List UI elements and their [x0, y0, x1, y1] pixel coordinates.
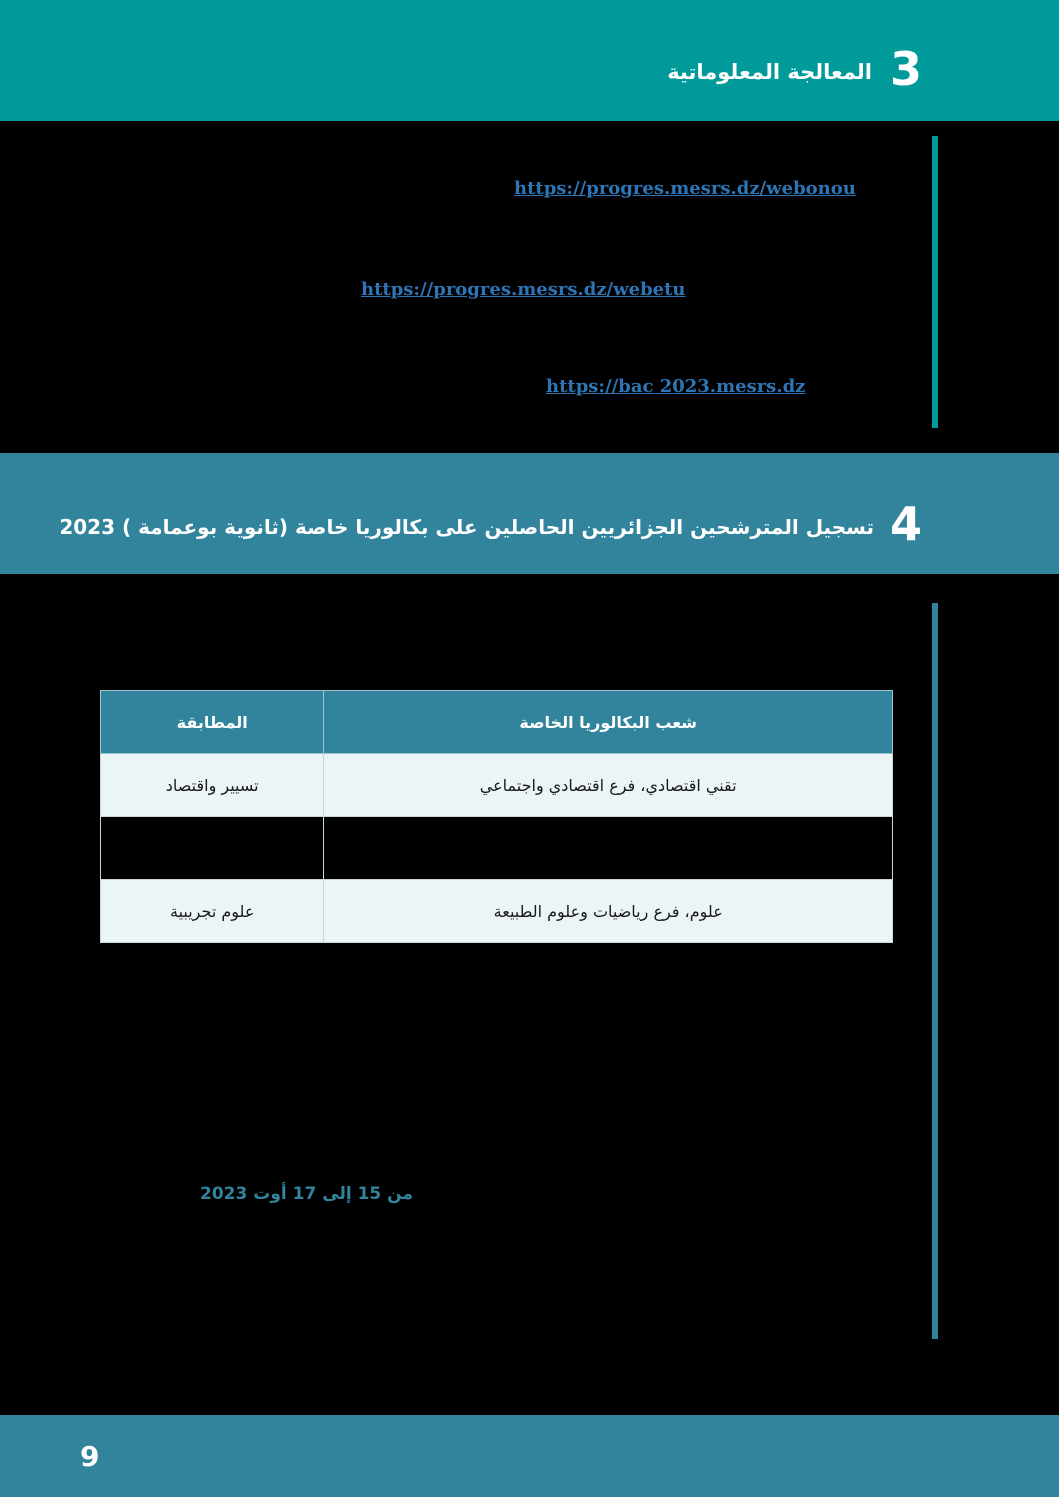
section-3-sidebar-line — [932, 136, 938, 428]
match-cell: علوم تجريبية — [101, 880, 324, 943]
match-cell — [101, 817, 324, 880]
table-row — [101, 754, 893, 817]
section-4-header — [0, 453, 1059, 574]
header-match: المطابقة — [101, 691, 324, 754]
section-3-header — [0, 0, 1059, 121]
page-footer — [0, 1415, 1059, 1497]
bac-link[interactable]: https://bac 2023.mesrs.dz — [546, 376, 806, 397]
branch-cell: تقني اقتصادي، فرع اقتصادي واجتماعي — [324, 754, 893, 817]
table-row — [101, 880, 893, 943]
table-row — [101, 817, 893, 880]
section-4-title: تسجيل المترشحين الجزائريين الحاصلين على بكالوريا خاصة (ثانوية بوعمامة ) 2023 — [59, 515, 874, 539]
section-3-number: 3 — [890, 42, 923, 96]
branch-cell: علوم، فرع رياضيات وعلوم الطبيعة — [324, 880, 893, 943]
page-number: 9 — [80, 1440, 100, 1473]
section-4-number: 4 — [890, 497, 923, 551]
branch-cell — [324, 817, 893, 880]
webonou-link[interactable]: https://progres.mesrs.dz/webonou — [514, 178, 856, 199]
section-3-title: المعالجة المعلوماتية — [667, 60, 872, 84]
table-header-row — [101, 691, 893, 754]
webetu-link[interactable]: https://progres.mesrs.dz/webetu — [361, 279, 686, 300]
header-branch: شعب البكالوريا الخاصة — [324, 691, 893, 754]
section-4-sidebar-line — [932, 603, 938, 1339]
match-cell: تسيير واقتصاد — [101, 754, 324, 817]
bac-branch-table — [100, 690, 893, 943]
registration-date-range: من 15 إلى 17 أوت 2023 — [200, 1184, 413, 1204]
